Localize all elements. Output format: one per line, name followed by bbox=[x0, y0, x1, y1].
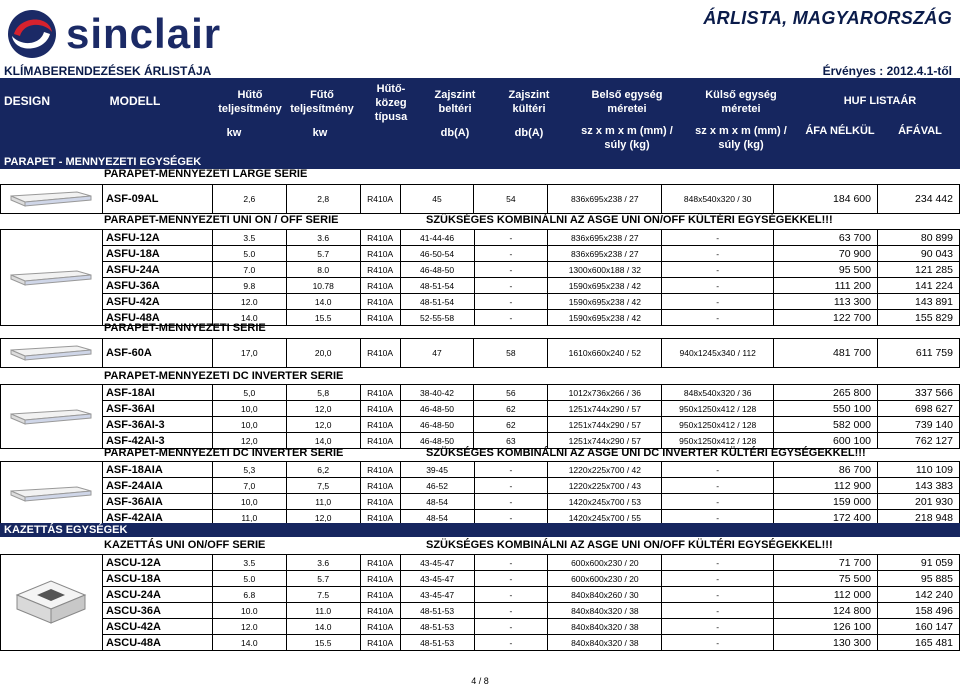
refrigerant: R410A bbox=[360, 339, 400, 368]
header-refrigerant: Hűtő-közeg típusa bbox=[374, 83, 408, 123]
model-name: ASCU-18A bbox=[102, 571, 212, 587]
model-name: ASFU-18A bbox=[102, 246, 212, 262]
heat-kw: 10.78 bbox=[286, 278, 360, 294]
cool-kw: 14.0 bbox=[212, 635, 286, 651]
indoor-dims: 840x840x260 / 30 bbox=[548, 587, 662, 603]
cool-kw: 3.5 bbox=[212, 555, 286, 571]
table-row bbox=[1, 603, 960, 619]
noise-in: 43-45-47 bbox=[400, 571, 474, 587]
heat-kw: 14.0 bbox=[286, 619, 360, 635]
unit-image-cell bbox=[1, 555, 103, 651]
outdoor-dims: - bbox=[662, 478, 774, 494]
refrigerant: R410A bbox=[360, 619, 400, 635]
price-gross: 160 147 bbox=[878, 619, 960, 635]
indoor-dims: 600x600x230 / 20 bbox=[548, 571, 662, 587]
indoor-dims: 836x695x238 / 27 bbox=[548, 185, 662, 214]
noise-in: 39-45 bbox=[400, 462, 474, 478]
refrigerant: R410A bbox=[360, 294, 400, 310]
kazetta-note: SZÜKSÉGES KOMBINÁLNI AZ ASGE UNI ON/OFF KÜLTÉRI EGYSÉGEKKEL!!! bbox=[426, 539, 833, 551]
indoor-dims: 1251x744x290 / 57 bbox=[548, 433, 662, 449]
noise-in: 48-51-54 bbox=[400, 278, 474, 294]
heat-kw: 12,0 bbox=[286, 417, 360, 433]
cool-kw: 10.0 bbox=[212, 603, 286, 619]
price-net: 550 100 bbox=[774, 401, 878, 417]
section-unionoff: PARAPET-MENNYEZETI UNI ON / OFF SERIE bbox=[104, 214, 339, 226]
heat-kw: 7,5 bbox=[286, 478, 360, 494]
price-gross: 80 899 bbox=[878, 230, 960, 246]
noise-in: 46-48-50 bbox=[400, 262, 474, 278]
noise-out: - bbox=[474, 619, 548, 635]
outdoor-dims: 848x540x320 / 30 bbox=[662, 185, 774, 214]
cool-kw: 6.8 bbox=[212, 587, 286, 603]
outdoor-dims: - bbox=[662, 294, 774, 310]
refrigerant: R410A bbox=[360, 417, 400, 433]
price-net: 126 100 bbox=[774, 619, 878, 635]
outdoor-dims: - bbox=[662, 246, 774, 262]
price-gross: 141 224 bbox=[878, 278, 960, 294]
noise-in: 46-48-50 bbox=[400, 433, 474, 449]
outdoor-dims: - bbox=[662, 603, 774, 619]
outdoor-dims: 950x1250x412 / 128 bbox=[662, 433, 774, 449]
price-net: 159 000 bbox=[774, 494, 878, 510]
header-noise-in: Zajszint beltéri bbox=[434, 89, 476, 115]
model-name: ASFU-36A bbox=[102, 278, 212, 294]
heat-kw: 2,8 bbox=[286, 185, 360, 214]
page-number: 4 / 8 bbox=[471, 676, 489, 686]
dc2-note: SZÜKSÉGES KOMBINÁLNI AZ ASGE UNI DC INVERTER KÜLTÉRI EGYSÉGEKKEL!!! bbox=[426, 447, 866, 459]
table-row bbox=[1, 278, 960, 294]
noise-out: - bbox=[474, 278, 548, 294]
table-dc bbox=[0, 384, 960, 449]
cool-kw: 12,0 bbox=[212, 433, 286, 449]
model-name: ASF-18AI bbox=[102, 385, 212, 401]
indoor-dims: 836x695x238 / 27 bbox=[548, 230, 662, 246]
cool-kw: 3.5 bbox=[212, 230, 286, 246]
noise-out: - bbox=[474, 555, 548, 571]
model-name: ASCU-24A bbox=[102, 587, 212, 603]
refrigerant: R410A bbox=[360, 433, 400, 449]
noise-in: 52-55-58 bbox=[400, 310, 474, 326]
refrigerant: R410A bbox=[360, 185, 400, 214]
table-row bbox=[1, 462, 960, 478]
noise-in: 48-51-53 bbox=[400, 619, 474, 635]
table-kazetta bbox=[0, 554, 960, 651]
indoor-dims: 1610x660x240 / 52 bbox=[548, 339, 662, 368]
heat-kw: 3.6 bbox=[286, 555, 360, 571]
noise-out: - bbox=[474, 587, 548, 603]
price-gross: 143 383 bbox=[878, 478, 960, 494]
price-gross: 155 829 bbox=[878, 310, 960, 326]
header-kw2: kw bbox=[312, 127, 328, 139]
indoor-dims: 1590x695x238 / 42 bbox=[548, 278, 662, 294]
outdoor-dims: - bbox=[662, 310, 774, 326]
noise-in: 46-50-54 bbox=[400, 246, 474, 262]
price-net: 600 100 bbox=[774, 433, 878, 449]
outdoor-dims: - bbox=[662, 462, 774, 478]
price-gross: 611 759 bbox=[878, 339, 960, 368]
model-name: ASFU-12A bbox=[102, 230, 212, 246]
price-net: 124 800 bbox=[774, 603, 878, 619]
outdoor-dims: - bbox=[662, 510, 774, 526]
heat-kw: 12,0 bbox=[286, 510, 360, 526]
table-row bbox=[1, 587, 960, 603]
logo-mark-icon bbox=[8, 10, 56, 58]
ceiling-unit-icon bbox=[7, 267, 95, 289]
heat-kw: 11,0 bbox=[286, 494, 360, 510]
price-net: 113 300 bbox=[774, 294, 878, 310]
noise-in: 47 bbox=[400, 339, 474, 368]
heat-kw: 15.5 bbox=[286, 310, 360, 326]
price-gross: 337 566 bbox=[878, 385, 960, 401]
model-name: ASF-42AIA bbox=[102, 510, 212, 526]
table-dc2 bbox=[0, 461, 960, 526]
price-net: 86 700 bbox=[774, 462, 878, 478]
price-net: 63 700 bbox=[774, 230, 878, 246]
unit-image-cell bbox=[1, 185, 103, 214]
model-name: ASF-42AI-3 bbox=[102, 433, 212, 449]
noise-out: 63 bbox=[474, 433, 548, 449]
table-row bbox=[1, 230, 960, 246]
header-db2: db(A) bbox=[514, 127, 544, 139]
table-row bbox=[1, 619, 960, 635]
cool-kw: 7,0 bbox=[212, 478, 286, 494]
cool-kw: 14.0 bbox=[212, 310, 286, 326]
heat-kw: 11.0 bbox=[286, 603, 360, 619]
price-list-subtitle: KLÍMABERENDEZÉSEK ÁRLISTÁJA bbox=[4, 64, 212, 78]
header-indoor: Belső egység méretei bbox=[591, 89, 663, 115]
cool-kw: 10,0 bbox=[212, 417, 286, 433]
price-net: 481 700 bbox=[774, 339, 878, 368]
refrigerant: R410A bbox=[360, 478, 400, 494]
model-name: ASFU-42A bbox=[102, 294, 212, 310]
heat-kw: 5.7 bbox=[286, 246, 360, 262]
refrigerant: R410A bbox=[360, 603, 400, 619]
cool-kw: 11,0 bbox=[212, 510, 286, 526]
cassette-unit-icon bbox=[7, 573, 95, 633]
model-name: ASCU-12A bbox=[102, 555, 212, 571]
noise-out: 56 bbox=[474, 385, 548, 401]
model-name: ASF-24AIA bbox=[102, 478, 212, 494]
outdoor-dims: - bbox=[662, 635, 774, 651]
refrigerant: R410A bbox=[360, 510, 400, 526]
refrigerant: R410A bbox=[360, 230, 400, 246]
price-gross: 158 496 bbox=[878, 603, 960, 619]
indoor-dims: 1590x695x238 / 42 bbox=[548, 310, 662, 326]
table-row bbox=[1, 635, 960, 651]
price-gross: 91 059 bbox=[878, 555, 960, 571]
price-net: 265 800 bbox=[774, 385, 878, 401]
cool-kw: 10,0 bbox=[212, 401, 286, 417]
ceiling-unit-icon bbox=[7, 483, 95, 505]
table-serie bbox=[0, 338, 960, 368]
model-name: ASF-18AIA bbox=[102, 462, 212, 478]
refrigerant: R410A bbox=[360, 462, 400, 478]
model-name: ASF-36AI-3 bbox=[102, 417, 212, 433]
noise-in: 43-45-47 bbox=[400, 555, 474, 571]
table-header bbox=[0, 78, 960, 155]
outdoor-dims: 848x540x320 / 36 bbox=[662, 385, 774, 401]
model-name: ASF-60A bbox=[102, 339, 212, 368]
price-net: 75 500 bbox=[774, 571, 878, 587]
cool-kw: 9.8 bbox=[212, 278, 286, 294]
cool-kw: 10,0 bbox=[212, 494, 286, 510]
noise-out: - bbox=[474, 262, 548, 278]
header-gross: ÁFÁVAL bbox=[898, 125, 942, 137]
price-net: 172 400 bbox=[774, 510, 878, 526]
header-net: ÁFA NÉLKÜL bbox=[805, 125, 875, 137]
table-row bbox=[1, 555, 960, 571]
noise-out: - bbox=[474, 310, 548, 326]
unit-image-cell bbox=[1, 339, 103, 368]
refrigerant: R410A bbox=[360, 587, 400, 603]
svg-text:sinclair: sinclair bbox=[66, 10, 222, 57]
table-row bbox=[1, 417, 960, 433]
price-net: 71 700 bbox=[774, 555, 878, 571]
noise-in: 45 bbox=[400, 185, 474, 214]
table-row bbox=[1, 339, 960, 368]
header-db1: db(A) bbox=[440, 127, 470, 139]
header-cool: Hűtő teljesítmény bbox=[218, 89, 282, 115]
header-noise-out: Zajszint kültéri bbox=[508, 89, 550, 115]
price-gross: 110 109 bbox=[878, 462, 960, 478]
heat-kw: 5,8 bbox=[286, 385, 360, 401]
section-large: PARAPET-MENNYEZETI LARGE SERIE bbox=[104, 168, 308, 180]
price-gross: 142 240 bbox=[878, 587, 960, 603]
outdoor-dims: - bbox=[662, 230, 774, 246]
noise-out: - bbox=[474, 635, 548, 651]
noise-out: 62 bbox=[474, 417, 548, 433]
model-name: ASCU-48A bbox=[102, 635, 212, 651]
unionoff-note: SZÜKSÉGES KOMBINÁLNI AZ ASGE UNI ON/OFF KÜLTÉRI EGYSÉGEKKEL!!! bbox=[426, 214, 833, 226]
section-dc2: PARAPET-MENNYEZETI DC INVERTER SERIE bbox=[104, 447, 344, 459]
noise-out: - bbox=[474, 230, 548, 246]
section-kazetta: KAZETTÁS EGYSÉGEK bbox=[0, 523, 960, 537]
top-info-bar bbox=[0, 64, 960, 78]
ceiling-unit-icon bbox=[7, 406, 95, 428]
outdoor-dims: 950x1250x412 / 128 bbox=[662, 401, 774, 417]
price-gross: 201 930 bbox=[878, 494, 960, 510]
noise-in: 48-51-54 bbox=[400, 294, 474, 310]
indoor-dims: 1420x245x700 / 55 bbox=[548, 510, 662, 526]
indoor-dims: 1300x600x188 / 32 bbox=[548, 262, 662, 278]
heat-kw: 12,0 bbox=[286, 401, 360, 417]
unit-image-cell bbox=[1, 230, 103, 326]
indoor-dims: 1220x225x700 / 43 bbox=[548, 478, 662, 494]
outdoor-dims: 950x1250x412 / 128 bbox=[662, 417, 774, 433]
model-name: ASF-36AIA bbox=[102, 494, 212, 510]
price-gross: 698 627 bbox=[878, 401, 960, 417]
price-gross: 90 043 bbox=[878, 246, 960, 262]
outdoor-dims: - bbox=[662, 619, 774, 635]
table-row bbox=[1, 494, 960, 510]
unit-image-cell bbox=[1, 462, 103, 526]
noise-out: 62 bbox=[474, 401, 548, 417]
heat-kw: 3.6 bbox=[286, 230, 360, 246]
section-kazetta-serie: KAZETTÁS UNI ON/OFF SERIE bbox=[104, 539, 266, 551]
model-name: ASFU-48A bbox=[102, 310, 212, 326]
price-gross: 143 891 bbox=[878, 294, 960, 310]
noise-in: 48-51-53 bbox=[400, 603, 474, 619]
heat-kw: 6,2 bbox=[286, 462, 360, 478]
validity-date: Érvényes : 2012.4.1-től bbox=[822, 64, 952, 78]
outdoor-dims: - bbox=[662, 262, 774, 278]
table-row bbox=[1, 478, 960, 494]
model-name: ASFU-24A bbox=[102, 262, 212, 278]
price-net: 582 000 bbox=[774, 417, 878, 433]
section-parapet: PARAPET - MENNYEZETI EGYSÉGEK bbox=[0, 155, 960, 169]
noise-in: 46-48-50 bbox=[400, 401, 474, 417]
header-model: MODELL bbox=[109, 94, 161, 108]
refrigerant: R410A bbox=[360, 494, 400, 510]
outdoor-dims: - bbox=[662, 555, 774, 571]
unit-image-cell bbox=[1, 385, 103, 449]
noise-in: 48-54 bbox=[400, 494, 474, 510]
price-net: 70 900 bbox=[774, 246, 878, 262]
noise-in: 43-45-47 bbox=[400, 587, 474, 603]
section-dc: PARAPET-MENNYEZETI DC INVERTER SERIE bbox=[104, 370, 344, 382]
outdoor-dims: - bbox=[662, 278, 774, 294]
noise-out: - bbox=[474, 510, 548, 526]
price-gross: 218 948 bbox=[878, 510, 960, 526]
indoor-dims: 600x600x230 / 20 bbox=[548, 555, 662, 571]
noise-in: 38-40-42 bbox=[400, 385, 474, 401]
table-row bbox=[1, 401, 960, 417]
heat-kw: 14,0 bbox=[286, 433, 360, 449]
price-gross: 95 885 bbox=[878, 571, 960, 587]
header-price: HUF LISTAÁR bbox=[843, 95, 917, 107]
price-net: 112 000 bbox=[774, 587, 878, 603]
price-net: 95 500 bbox=[774, 262, 878, 278]
noise-out: - bbox=[474, 603, 548, 619]
price-gross: 762 127 bbox=[878, 433, 960, 449]
heat-kw: 8.0 bbox=[286, 262, 360, 278]
table-row bbox=[1, 385, 960, 401]
cool-kw: 2,6 bbox=[212, 185, 286, 214]
refrigerant: R410A bbox=[360, 385, 400, 401]
cool-kw: 5.0 bbox=[212, 246, 286, 262]
noise-in: 46-48-50 bbox=[400, 417, 474, 433]
ceiling-unit-icon bbox=[7, 188, 95, 210]
price-gross: 165 481 bbox=[878, 635, 960, 651]
indoor-dims: 840x840x320 / 38 bbox=[548, 619, 662, 635]
noise-in: 41-44-46 bbox=[400, 230, 474, 246]
outdoor-dims: - bbox=[662, 587, 774, 603]
noise-in: 48-54 bbox=[400, 510, 474, 526]
refrigerant: R410A bbox=[360, 401, 400, 417]
price-gross: 234 442 bbox=[878, 185, 960, 214]
heat-kw: 7.5 bbox=[286, 587, 360, 603]
refrigerant: R410A bbox=[360, 246, 400, 262]
cool-kw: 5.0 bbox=[212, 571, 286, 587]
price-gross: 121 285 bbox=[878, 262, 960, 278]
heat-kw: 14.0 bbox=[286, 294, 360, 310]
cool-kw: 17,0 bbox=[212, 339, 286, 368]
indoor-dims: 840x840x320 / 38 bbox=[548, 635, 662, 651]
noise-out: - bbox=[474, 478, 548, 494]
outdoor-dims: 940x1245x340 / 112 bbox=[662, 339, 774, 368]
cool-kw: 7.0 bbox=[212, 262, 286, 278]
price-gross: 739 140 bbox=[878, 417, 960, 433]
model-name: ASCU-36A bbox=[102, 603, 212, 619]
header-dims2: sz x m x m (mm) / súly (kg) bbox=[695, 125, 787, 151]
noise-out: - bbox=[474, 494, 548, 510]
noise-out: - bbox=[474, 246, 548, 262]
price-net: 111 200 bbox=[774, 278, 878, 294]
refrigerant: R410A bbox=[360, 571, 400, 587]
header-outdoor: Külső egység méretei bbox=[705, 89, 777, 115]
table-row bbox=[1, 294, 960, 310]
price-net: 112 900 bbox=[774, 478, 878, 494]
indoor-dims: 1251x744x290 / 57 bbox=[548, 417, 662, 433]
indoor-dims: 836x695x238 / 27 bbox=[548, 246, 662, 262]
noise-out: - bbox=[474, 294, 548, 310]
cool-kw: 12.0 bbox=[212, 619, 286, 635]
table-row bbox=[1, 185, 960, 214]
indoor-dims: 1012x736x266 / 36 bbox=[548, 385, 662, 401]
refrigerant: R410A bbox=[360, 262, 400, 278]
heat-kw: 15.5 bbox=[286, 635, 360, 651]
header-kw1: kw bbox=[226, 127, 242, 139]
refrigerant: R410A bbox=[360, 310, 400, 326]
page-title: ÁRLISTA, MAGYARORSZÁG bbox=[703, 8, 952, 28]
model-name: ASCU-42A bbox=[102, 619, 212, 635]
outdoor-dims: - bbox=[662, 571, 774, 587]
price-net: 130 300 bbox=[774, 635, 878, 651]
table-large bbox=[0, 184, 960, 214]
table-row bbox=[1, 571, 960, 587]
noise-out: 54 bbox=[474, 185, 548, 214]
header-heat: Fűtő teljesítmény bbox=[290, 89, 354, 115]
price-net: 122 700 bbox=[774, 310, 878, 326]
model-name: ASF-09AL bbox=[102, 185, 212, 214]
refrigerant: R410A bbox=[360, 635, 400, 651]
indoor-dims: 1220x225x700 / 42 bbox=[548, 462, 662, 478]
noise-in: 48-51-53 bbox=[400, 635, 474, 651]
table-row bbox=[1, 246, 960, 262]
header-design: DESIGN bbox=[4, 94, 51, 108]
ceiling-unit-icon bbox=[7, 342, 95, 364]
noise-in: 46-52 bbox=[400, 478, 474, 494]
indoor-dims: 1590x695x238 / 42 bbox=[548, 294, 662, 310]
table-unionoff bbox=[0, 229, 960, 326]
sinclair-logo bbox=[4, 4, 304, 62]
heat-kw: 20,0 bbox=[286, 339, 360, 368]
heat-kw: 5.7 bbox=[286, 571, 360, 587]
noise-out: - bbox=[474, 571, 548, 587]
indoor-dims: 1420x245x700 / 53 bbox=[548, 494, 662, 510]
indoor-dims: 1251x744x290 / 57 bbox=[548, 401, 662, 417]
model-name: ASF-36AI bbox=[102, 401, 212, 417]
cool-kw: 5,3 bbox=[212, 462, 286, 478]
indoor-dims: 840x840x320 / 38 bbox=[548, 603, 662, 619]
cool-kw: 12.0 bbox=[212, 294, 286, 310]
refrigerant: R410A bbox=[360, 278, 400, 294]
table-row bbox=[1, 262, 960, 278]
section-serie: PARAPET-MENNYEZETI SERIE bbox=[104, 322, 266, 334]
refrigerant: R410A bbox=[360, 555, 400, 571]
cool-kw: 5,0 bbox=[212, 385, 286, 401]
noise-out: - bbox=[474, 462, 548, 478]
outdoor-dims: - bbox=[662, 494, 774, 510]
noise-out: 58 bbox=[474, 339, 548, 368]
price-net: 184 600 bbox=[774, 185, 878, 214]
header-dims1: sz x m x m (mm) / súly (kg) bbox=[581, 125, 673, 151]
